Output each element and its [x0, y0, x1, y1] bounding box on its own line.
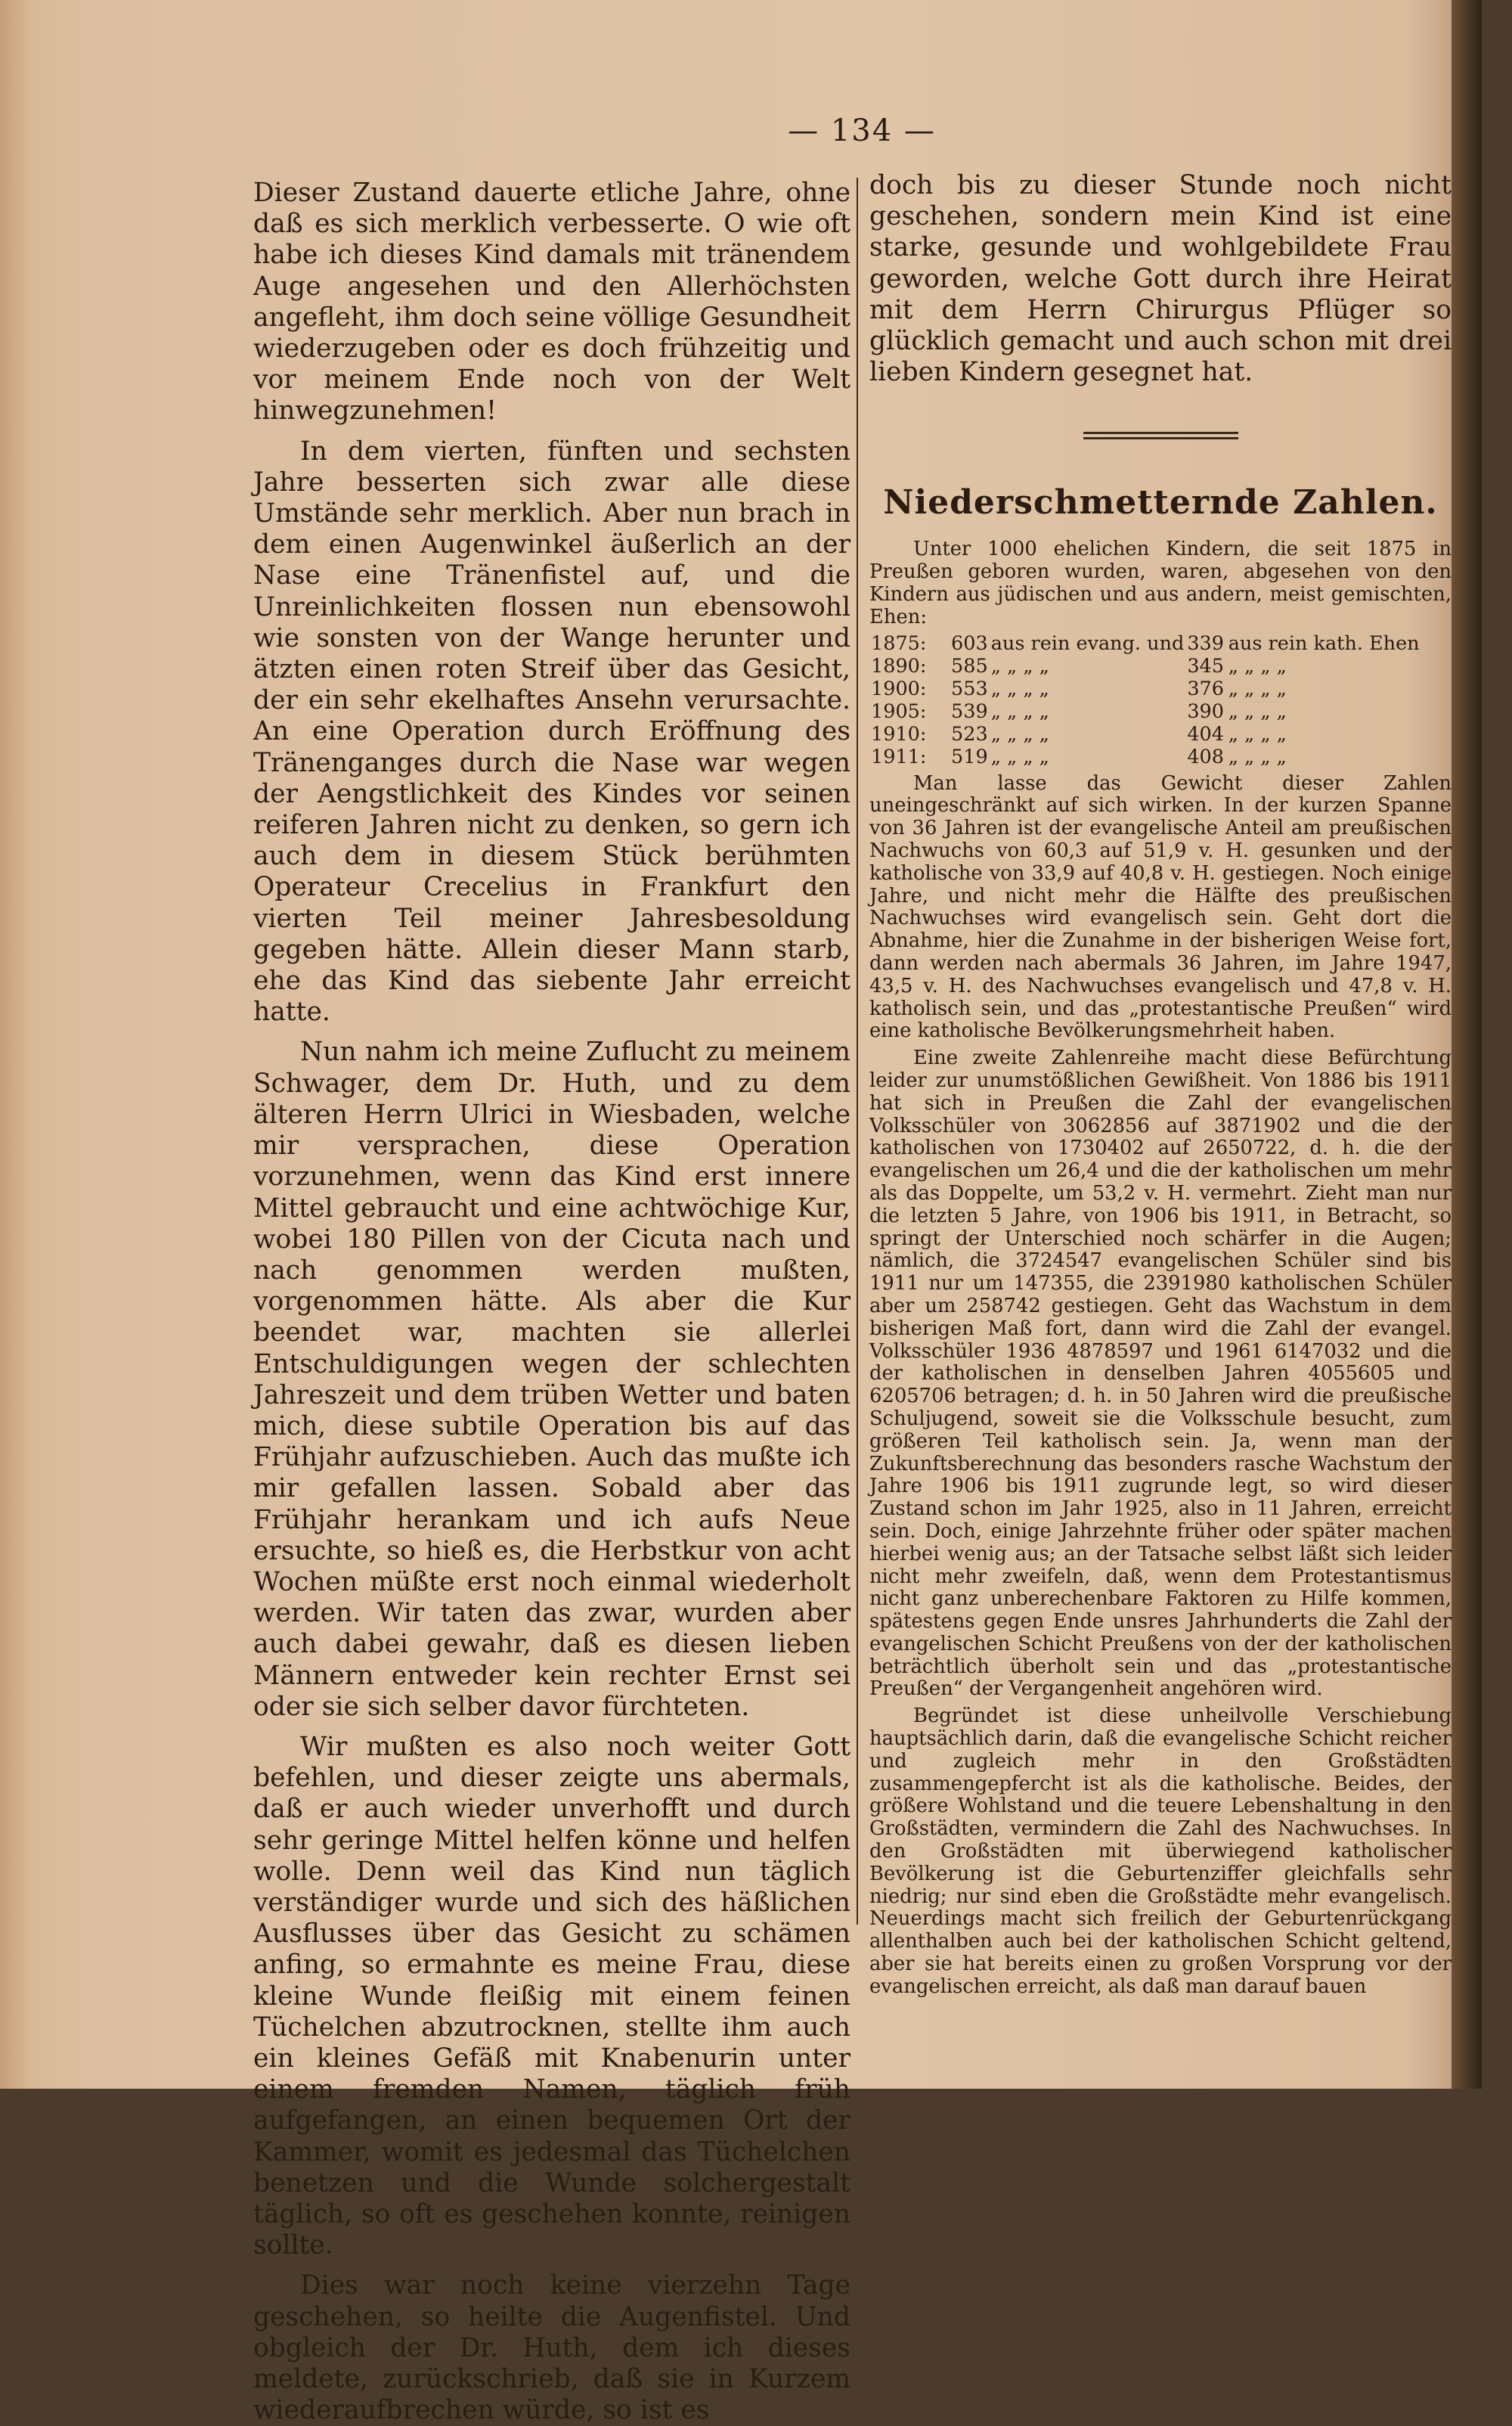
- table-cell-year: 1875:: [871, 631, 927, 655]
- table-cell-kath: 408: [1187, 745, 1224, 768]
- table-cell-year: 1890:: [871, 654, 927, 678]
- paragraph: Begründet ist diese unheilvolle Verschiebung hauptsächlich darin, daß die evangelische Schicht reicher und zugleich mehr in den Großstädten zusammengepfercht ist als die katholische. Beides, der größere Wohlstand und die teuere Lebenshaltung in den Großstädten, vermindern die Zahl des Nachwuchses. In den Großstädten mit überwiegend katholischer Bevölkerung ist die Geburtenziffer gleichfalls sehr niedrig; nur sind eben die Großstädte mehr evangelisch. Neuerdings macht sich freilich der Geburtenrückgang allenthalben auch bei der katholischen Schicht geltend, aber sie hat bereits einen zu großen Vorsprung vor der evangelischen erreicht, als daß man darauf bauen: [869, 1705, 1452, 1998]
- paragraph: Nun nahm ich meine Zuflucht zu meinem Schwager, dem Dr. Huth, und zu dem älteren Herrn Ulrici in Wiesbaden, welche mir versprachen, diese Operation vorzunehmen, wenn das Kind erst innere Mittel gebraucht und eine achtwöchige Kur, wobei 180 Pillen von der Cicuta nach und nach genommen werden mußten, vorgenommen hätte. Als aber die Kur beendet war, machten sie allerlei Entschuldigungen wegen der schlechten Jahreszeit und dem trüben Wetter und baten mich, diese subtile Operation bis auf das Frühjahr aufzuschieben. Auch das mußte ich mir gefallen lassen. Sobald aber das Frühjahr herankam und ich aufs Neue ersuchte, so hieß es, die Herbstkur von acht Wochen müßte erst noch einmal wiederholt werden. Wir taten das zwar, wurden aber auch dabei gewahr, daß es diesen lieben Männern entweder kein rechter Ernst sei oder sie sich selber davor fürchteten.: [253, 1037, 850, 1722]
- article-heading: Niederschmetternde Zahlen.: [883, 483, 1438, 523]
- page-number: — 134 —: [788, 113, 936, 148]
- table-cell-text: „ „ „ „: [990, 677, 1049, 700]
- table-row: [869, 700, 1452, 723]
- birth-statistics-table: [869, 632, 1452, 768]
- paragraph: In dem vierten, fünften und sechsten Jahre besserten sich zwar alle diese Umstände sehr merklich. Aber nun brach in dem einen Augenwinkel äußerlich an der Nase eine Tränenfistel auf, und die Unreinlichkeiten flossen nun ebensowohl wie sonsten von der Wange herunter und ätzten einen roten Streif über das Gesicht, der ein sehr ekelhaftes Ansehn verursachte. An eine Operation durch Eröffnung des Tränenganges durch die Nase war wegen der Aengstlichkeit des Kindes vor seinen reiferen Jahren nicht zu denken, so gern ich auch dem in diesem Stück berühmten Operateur Crecelius in Frankfurt den vierten Teil meiner Jahresbesoldung gegeben hätte. Allein dieser Mann starb, ehe das Kind das siebente Jahr erreicht hatte.: [253, 436, 850, 1028]
- article-intro: Unter 1000 ehelichen Kindern, die seit 1875 in Preußen geboren wurden, waren, abgesehen von den Kindern aus jüdischen und aus andern, meist gemischten, Ehen:: [869, 538, 1452, 628]
- table-cell-evang: 519: [951, 745, 988, 768]
- table-cell-evang: 539: [951, 700, 988, 723]
- paragraph: doch bis zu dieser Stunde noch nicht geschehen, sondern mein Kind ist eine starke, gesunde und wohlgebildete Frau geworden, welche Gott durch ihre Heirat mit dem Herrn Chirurgus Pflüger so glücklich gemacht und auch schon mit drei lieben Kindern gesegnet hat.: [869, 170, 1452, 388]
- table-cell-kath: 339: [1187, 631, 1224, 655]
- table-row: [869, 678, 1452, 700]
- table-row: [869, 746, 1452, 768]
- table-cell-text: „ „ „ „: [990, 700, 1049, 723]
- table-cell-evang: 523: [951, 722, 988, 746]
- right-column: [869, 170, 1452, 1999]
- table-cell-text: aus rein kath. Ehen: [1228, 631, 1420, 655]
- table-cell-kath: 404: [1187, 722, 1224, 746]
- table-cell-text: „ „ „ „: [990, 722, 1049, 746]
- table-cell-text: „ „ „ „: [1228, 677, 1287, 700]
- paragraph: Dies war noch keine vierzehn Tage geschehen, so heilte die Augenfistel. Und obgleich der Dr. Huth, dem ich dieses meldete, zurückschrieb, daß sie in Kurzem wiederaufbrechen würde, so ist es: [253, 2270, 850, 2426]
- section-divider: [1083, 432, 1238, 439]
- table-row: [869, 632, 1452, 655]
- table-row: [869, 723, 1452, 746]
- table-cell-kath: 376: [1187, 677, 1224, 700]
- table-row: [869, 655, 1452, 678]
- book-edge: [1452, 0, 1482, 2089]
- table-cell-kath: 390: [1187, 700, 1224, 723]
- table-cell-evang: 603: [951, 631, 988, 655]
- table-cell-text: „ „ „ „: [990, 745, 1049, 768]
- paragraph: Dieser Zustand dauerte etliche Jahre, ohne daß es sich merklich verbesserte. O wie oft habe ich dieses Kind damals mit tränendem Auge angesehen und den Allerhöchsten angefleht, ihm doch seine völlige Gesundheit wiederzugeben oder es doch frühzeitig und vor meinem Ende noch von der Welt hinwegzunehmen!: [253, 178, 850, 427]
- table-cell-year: 1900:: [871, 677, 927, 700]
- table-cell-text: „ „ „ „: [1228, 722, 1287, 746]
- table-cell-text: „ „ „ „: [1228, 654, 1287, 678]
- table-cell-text: aus rein evang. und: [990, 631, 1185, 655]
- table-cell-text: „ „ „ „: [990, 654, 1049, 678]
- table-cell-year: 1911:: [871, 745, 927, 768]
- paragraph: Eine zweite Zahlenreihe macht diese Befürchtung leider zur unumstößlichen Gewißheit. Von 1886 bis 1911 hat sich in Preußen die Zahl der evangelischen Volksschüler von 3062856 auf 3871902 und die der katholischen von 1730402 auf 2650722, d. h. die der evangelischen um 26,4 und die der katholischen um mehr als das Doppelte, um 53,2 v. H. vermehrt. Zieht man nur die letzten 5 Jahre, von 1906 bis 1911, in Betracht, so springt der Unterschied noch schärfer in die Augen; nämlich, die 3724547 evangelischen Schüler sind bis 1911 nur um 147355, die 2391980 katholischen Schüler aber um 258742 gestiegen. Geht das Wachstum in dem bisherigen Maß fort, dann wird die Zahl der evangel. Volksschüler 1936 4878597 und 1961 6147032 und die der katholischen in denselben Jahren 4055605 und 6205706 betragen; d. h. in 50 Jahren wird die preußische Schuljugend, soweit sie die Volksschule besucht, zum größeren Teil katholisch sein. Ja, wenn man der Zukunftsberechnung das besonders rasche Wachstum der Jahre 1906 bis 1911 zugrunde legt, so wird dieser Zustand schon im Jahr 1925, also in 11 Jahren, erreicht sein. Doch, einige Jahrzehnte früher oder später machen hierbei wenig aus; an der Tatsache selbst läßt sich leider nicht mehr zweifeln, daß, wenn dem Protestantismus nicht ganz unberechenbare Faktoren zu Hilfe kommen, spätestens gegen Ende unsres Jahrhunderts die Zahl der evangelischen Schicht Preußens von der der katholischen beträchtlich überholt sein und das „protestantische Preußen“ der Vergangenheit angehören wird.: [869, 1047, 1452, 1701]
- left-column: [253, 178, 850, 2426]
- table-cell-year: 1905:: [871, 700, 927, 723]
- column-divider: [857, 178, 858, 1925]
- table-cell-year: 1910:: [871, 722, 927, 746]
- table-cell-kath: 345: [1187, 654, 1224, 678]
- paragraph: Man lasse das Gewicht dieser Zahlen uneingeschränkt auf sich wirken. In der kurzen Spanne von 36 Jahren ist der evangelische Anteil am preußischen Nachwuchs von 60,3 auf 51,9 v. H. gesunken und der katholische von 33,9 auf 40,8 v. H. gestiegen. Noch einige Jahre, und nicht mehr die Hälfte des preußischen Nachwuchses wird evangelisch sein. Geht dort die Abnahme, hier die Zunahme in der bisherigen Weise fort, dann werden nach abermals 36 Jahren, im Jahre 1947, 43,5 v. H. des Nachwuchses evangelisch und 47,8 v. H. katholisch sein, und das „protestantische Preußen“ wird eine katholische Bevölkerungsmehrheit haben.: [869, 771, 1452, 1043]
- paragraph: Wir mußten es also noch weiter Gott befehlen, und dieser zeigte uns abermals, daß er auch wieder unverhofft und durch sehr geringe Mittel helfen könne und helfen wolle. Denn weil das Kind nun täglich verständiger wurde und sich des häßlichen Ausflusses über das Gesicht zu schämen anfing, so ermahnte es meine Frau, diese kleine Wunde fleißig mit einem feinen Tüchelchen abzutrocknen, stellte ihm auch ein kleines Gefäß mit Knabenurin unter einem fremden Namen, täglich früh aufgefangen, an einen bequemen Ort der Kammer, womit es jedesmal das Tüchelchen benetzen und die Wunde solchergestalt täglich, so oft es geschehen konnte, reinigen sollte.: [253, 1731, 850, 2261]
- table-cell-text: „ „ „ „: [1228, 745, 1287, 768]
- table-cell-text: „ „ „ „: [1228, 700, 1287, 723]
- table-cell-evang: 553: [951, 677, 988, 700]
- table-cell-evang: 585: [951, 654, 988, 678]
